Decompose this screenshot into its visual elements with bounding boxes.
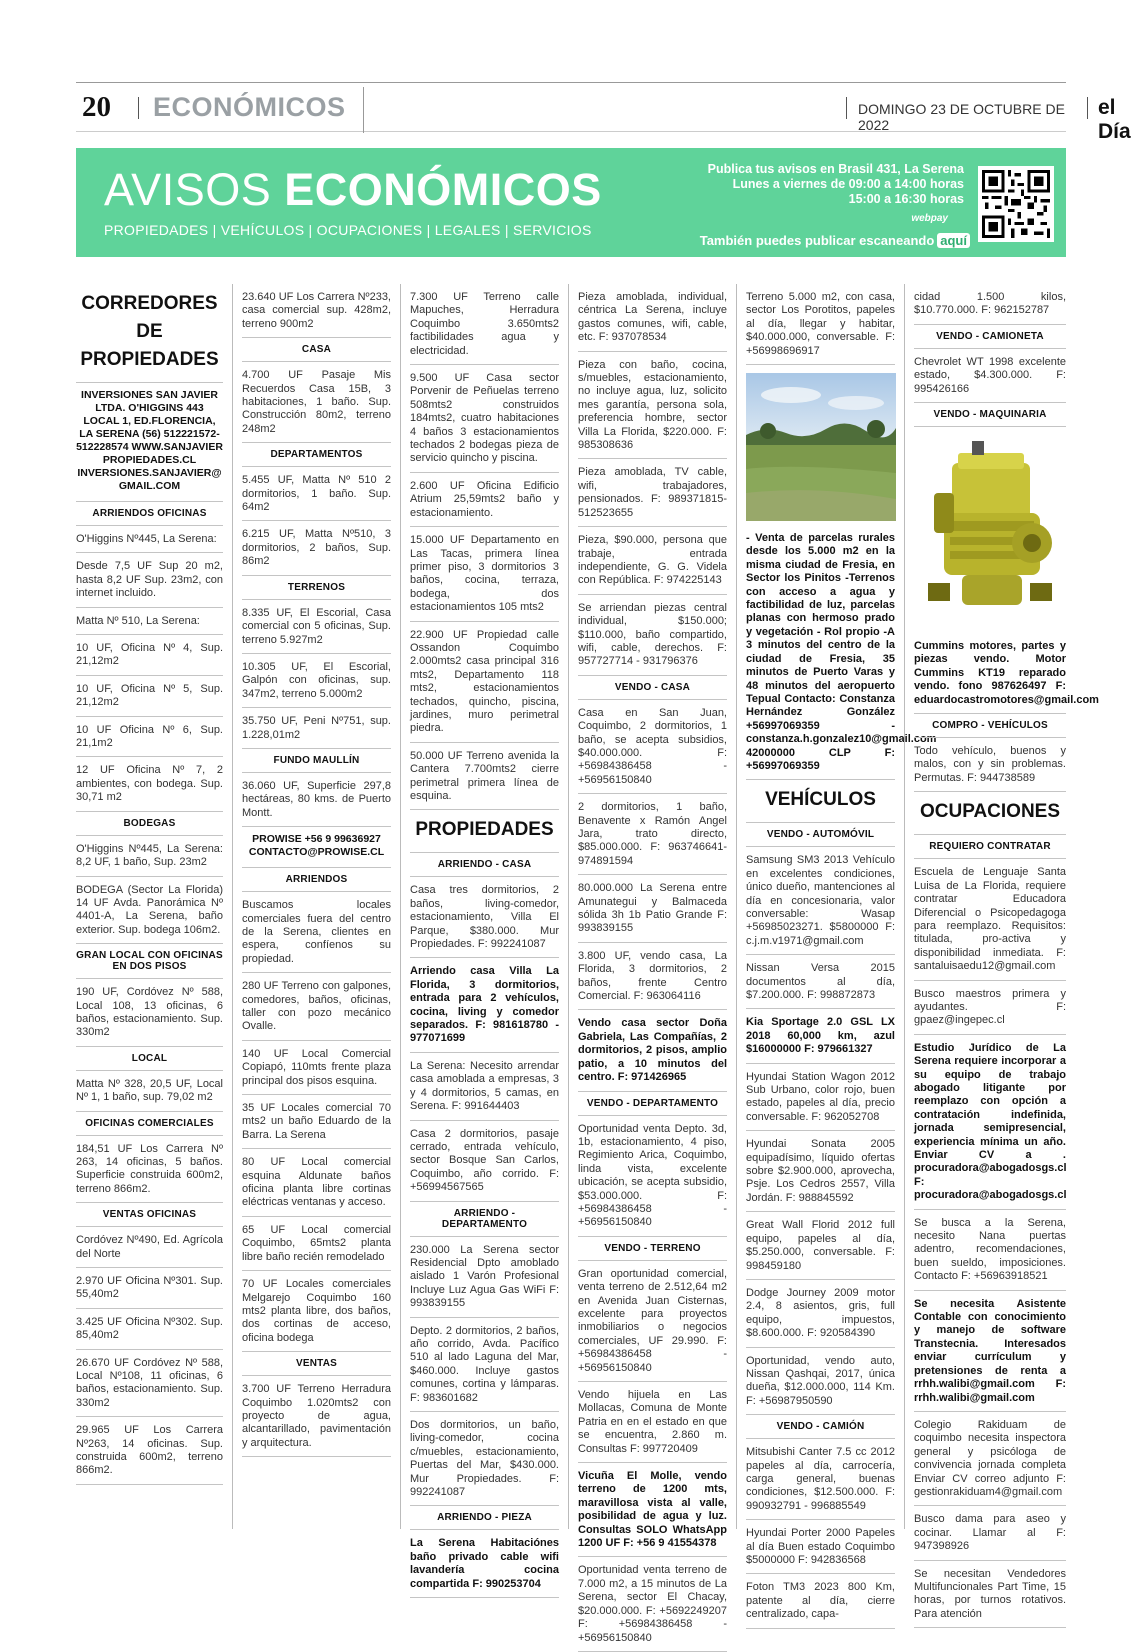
classified-ad: 10 UF, Oficina Nº 5, Sup. 21,12m2 <box>76 676 223 717</box>
classified-ad: 184,51 UF Los Carrera Nº 263, 14 oficinas, 5 baños. Superficie construida 600m2, terreno 866m2. <box>76 1136 223 1204</box>
section-subheading: TERRENOS <box>242 576 391 600</box>
section-subheading: VENDO - MAQUINARIA <box>914 403 1066 427</box>
classified-ad: Matta Nº 510, La Serena: <box>76 608 223 635</box>
section-subheading: VENDO - TERRENO <box>578 1237 727 1261</box>
broker-info: PROWISE +56 9 99636927 CONTACTO@PROWISE.CL <box>242 827 391 868</box>
classified-ad: 36.060 UF, Superficie 297,8 hectáreas, 80 kms. de Puerto Montt. <box>242 773 391 827</box>
section-subheading: GRAN LOCAL CON OFICINAS EN DOS PISOS <box>76 944 223 979</box>
classified-ad: BODEGA (Sector La Florida) 14 UF Avda. Panorámica Nº 4401-A, La Serena, baño exterior. Sup. bodega 106m2. <box>76 877 223 945</box>
section-subheading: LOCAL <box>76 1047 223 1071</box>
section-subheading: OFICINAS COMERCIALES <box>76 1112 223 1136</box>
classified-ad: 190 UF, Cordóvez Nº 588, Local 108, 13 oficinas, 6 baños, estacionamiento. Sup. 330m2 <box>76 979 223 1047</box>
classified-ad: 70 UF Locales comerciales Melgarejo Coquimbo 160 mts2 planta libre, dos baños, dos cortinas de acceso, oficina bodega <box>242 1271 391 1352</box>
classified-ad: Se arriendan piezas central individual, $150.000; $110.000, baño compartido, wifi, cable, derechos. F: 957727714 - 931796376 <box>578 595 727 676</box>
section-subheading: ARRIENDO - PIEZA <box>410 1506 559 1530</box>
section-subheading: ARRIENDOS <box>242 868 391 892</box>
classified-ad: Cordóvez Nº490, Ed. Agrícola del Norte <box>76 1227 223 1268</box>
classified-ad: Pieza, $90.000, persona que trabaje, entrada independiente, G. G. Videla con República. F: 974225143 <box>578 527 727 595</box>
classified-ad: Oportunidad venta terreno de 7.000 m2, a 15 minutos de La Serena, sector El Chacay, $20.000.000. F: +5692249207 F: +56984386458 - +56956150840 <box>578 1557 727 1651</box>
classified-ad: 230.000 La Serena sector Residencial Dpto amoblado aislado 1 Varón Profesional Incluye Luz Agua Gas WiFi F: 993839155 <box>410 1237 559 1318</box>
classified-ad: 3.700 UF Terreno Herradura Coquimbo 1.020mts2 con proyecto de agua, alcantarillado, pavimentación y arquitectura. <box>242 1376 391 1457</box>
classified-ad: 10.305 UF, El Escorial, Galpón con oficinas, sup. 347m2, terreno 5.000m2 <box>242 654 391 708</box>
scan-here-link[interactable]: aquí <box>937 233 970 248</box>
classified-ad: cidad 1.500 kilos, $10.770.000. F: 962152787 <box>914 284 1066 325</box>
classified-ad: Todo vehículo, buenos y malos, con y sin problemas. Permutas. F: 944738589 <box>914 738 1066 792</box>
column-3 <box>400 284 568 1590</box>
classified-ad: Terreno 5.000 m2, con casa, sector Los Porotitos, papeles al día, llegar y habitar, $40.000.000, conversable. F: +56998696917 <box>746 284 895 365</box>
classified-ad: Buscamos locales comerciales fuera del centro de la Serena, clientes en espera, confíenos su propiedad. <box>242 892 391 973</box>
classified-ad: O'Higgins Nº445, La Serena: 8,2 UF, 1 baño, Sup. 23m2 <box>76 836 223 877</box>
classified-ad: Casa 2 dormitorios, pasaje cerrado, entrada vehículo, sector Bosque San Carlos, Coquimbo, año corrido. F: +56994567565 <box>410 1121 559 1202</box>
section-subheading: ARRIENDO - CASA <box>410 853 559 877</box>
classified-ad: Desde 7,5 UF Sup 20 m2, hasta 8,2 UF Sup. 23m2, con internet incluido. <box>76 553 223 607</box>
newspaper-logo: el Día <box>1098 96 1131 143</box>
column-1 <box>76 284 232 1529</box>
classified-ad: 15.000 UF Departamento en Las Tacas, primera línea primer piso, 3 dormitorios 3 baños, cocina, terraza, bodega, dos estacionamientos 105 mts2 <box>410 527 559 621</box>
issue-date: DOMINGO 23 DE OCTUBRE DE 2022 <box>858 101 1065 133</box>
classified-ad: 35 UF Locales comercial 70 mts2 un baño Eduardo de la Barra. La Serena <box>242 1095 391 1149</box>
classified-ad: 10 UF Oficina Nº 6, Sup. 21,1m2 <box>76 717 223 758</box>
classified-ad: Oportunidad venta Depto. 3d, 1b, estacionamiento, 4 piso, Regimiento Arica, Coquimbo, linda vista, excelente ubicación, se acepta subsidio, $53.000.000. F: +56984386458 - +56956150840 <box>578 1116 727 1237</box>
classified-ad: 140 UF Local Comercial Copiapó, 110mts frente plaza principal dos pisos esquina. <box>242 1041 391 1095</box>
classified-ad: Pieza con baño, cocina, s/muebles, estacionamiento, no incluye agua, luz, solicito mes garantía, persona sola, preferencia hombre, sector Villa La Florida, $220.000. F: 985308636 <box>578 352 727 460</box>
classified-ad: 80.000.000 La Serena entre Amunategui y Balmaceda sólida 3h 1b Patio Grande F: 993839155 <box>578 875 727 943</box>
section-subheading: COMPRO - VEHÍCULOS <box>914 714 1066 738</box>
classified-ad: Colegio Rakiduam de coquimbo necesita inspectora general y psicóloga de convivencia jornada completa Enviar CV correo adjunto F: gestionrakiduam4@gmail.com <box>914 1412 1066 1506</box>
section-banner <box>76 148 1066 257</box>
classified-ad: Mitsubishi Canter 7.5 cc 2012 papeles al día, carrocería, carga general, buenas condiciones, $12.500.000. F: 990932791 - 996885549 <box>746 1439 895 1520</box>
classified-ad: Foton TM3 2023 800 Km, patente al día, cierre centralizado, capa- <box>746 1574 895 1628</box>
banner-title <box>104 164 602 216</box>
classified-ad: Vendo hijuela en Las Mollacas, Comuna de Monte Patria en en el estado en que se encuentra, 2.860 m. Consultas F: 997720409 <box>578 1382 727 1463</box>
classified-ad: - Venta de parcelas rurales desde los 5.000 m2 en la misma ciudad de Fresia, en Sector los Pinitos -Terrenos con acceso a agua y factibilidad de luz, parcelas planas con hermoso prado y vegetación - Rol propio -A 3 minutos del centro de la ciudad de Fresia, 35 minutos de Puerto Varas y 48 minutos del aeropuerto Tepual Contacto: Constanza Hernández González +56997069359 - constanza.h.gonzalez10@gmail.com 42000000 CLP F: +56997069359 <box>746 525 895 780</box>
section-subheading: ARRIENDO - DEPARTAMENTO <box>410 1202 559 1237</box>
classified-ad: 80 UF Local comercial esquina Aldunate baños oficina planta libre cortinas eléctricas ventanas y acceso. <box>242 1149 391 1217</box>
classified-ad: Vendo casa sector Doña Gabriela, Las Compañías, 2 dormitorios, 2 pisos, amplio patio, a 10 minutos del centro. F: 971426965 <box>578 1010 727 1091</box>
banner-info-address: Publica tus avisos en Brasil 431, La Serena <box>707 162 964 176</box>
classified-ad: Cummins motores, partes y piezas vendo. Motor Cummins KT19 reparado vendo. fono 987626497 F: eduardocastromotores@gmail.com <box>914 633 1066 714</box>
classified-ad: Depto. 2 dormitorios, 2 baños, año corrido, Avda. Pacífico 510 al lado Laguna del Mar, $460.000. Incluye gastos comunes, cortina y lámparas. F: 983601682 <box>410 1318 559 1412</box>
classified-ad: 10 UF, Oficina Nº 4, Sup. 21,12m2 <box>76 635 223 676</box>
header-divider <box>138 97 139 119</box>
classified-ad: Casa en San Juan, Coquimbo, 2 dormitorios, 1 baño, se acepta subsidios, $40.000.000. F: +56984386458 - +56956150840 <box>578 700 727 794</box>
classified-ad: Oportunidad, vendo auto, Nissan Qashqai, 2017, única dueña, $12.000.000, 114 Km. F: +56987950590 <box>746 1348 895 1416</box>
column-4 <box>568 284 736 1644</box>
scan-label: También puedes publicar escaneando <box>699 233 935 248</box>
page-header <box>76 82 1131 143</box>
banner-title-bold: ECONÓMICOS <box>284 164 602 215</box>
classified-ad: Nissan Versa 2015 documentos al día, $7.200.000. F: 998872873 <box>746 955 895 1009</box>
section-heading: PROPIEDADES <box>410 810 559 853</box>
classified-ad: 7.300 UF Terreno calle Mapuches, Herradura Coquimbo 3.650mts2 factibilidades agua y electricidad. <box>410 284 559 365</box>
column-6 <box>904 284 1099 1620</box>
classified-ad: 23.640 UF Los Carrera Nº233, casa comercial sup. 428m2, terreno 900m2 <box>242 284 391 338</box>
classified-ad: 9.500 UF Casa sector Porvenir de Peñuelas terreno 508mts2 construidos 184mts2, cuatro habitaciones 4 baños 3 estacionamientos techados 2 bodegas pieza de servicio quincho y piscina. <box>410 365 559 473</box>
classified-ad: 22.900 UF Propiedad calle Ossandon Coquimbo 2.000mts2 casa principal 316 mts2, Departamento 118 mts2, estacionamientos techados, quincho, piscina, jardines, muro perimetral piedra. <box>410 622 559 743</box>
section-heading: VEHÍCULOS <box>746 780 895 823</box>
classified-ad: O'Higgins Nº445, La Serena: <box>76 526 223 553</box>
classified-ad: Great Wall Florid 2012 full equipo, papeles al día, $5.250.000, conversable. F: 998459180 <box>746 1212 895 1280</box>
section-subheading: VENDO - AUTOMÓVIL <box>746 823 895 847</box>
section-subheading: REQUIERO CONTRATAR <box>914 835 1066 859</box>
classified-ad: Hyundai Sonata 2005 equipadísimo, líquido ofertas sobre $2.900.000, aprovecha, Psje. Los Cedros 2557, Villa Jordán. F: 988845592 <box>746 1131 895 1212</box>
broker-info: INVERSIONES SAN JAVIER LTDA. O'HIGGINS 443 LOCAL 1, ED.FLORENCIA, LA SERENA (56) 512221572-512228574 WWW.SANJAVIER PROPIEDADES.CL INVERSIONES.SANJAVIER@ GMAIL.COM <box>76 383 223 502</box>
section-title: ECONÓMICOS <box>153 92 346 122</box>
qr-code-icon[interactable] <box>978 166 1054 242</box>
section-subheading: VENDO - CASA <box>578 676 727 700</box>
classified-ad: Pieza amoblada, individual, céntrica La Serena, incluye gastos comunes, wifi, cable, etc. F: 937078534 <box>578 284 727 352</box>
classified-ad: Chevrolet WT 1998 excelente estado, $4.300.000. F: 995426166 <box>914 349 1066 403</box>
classified-ad: 65 UF Local comercial Coquimbo, 65mts2 planta libre baño recién remodelado <box>242 1217 391 1271</box>
section-subheading: DEPARTAMENTOS <box>242 443 391 467</box>
section-heading: OCUPACIONES <box>914 792 1066 835</box>
section-subheading: FUNDO MAULLÍN <box>242 749 391 773</box>
classified-ad: Samsung SM3 2013 Vehículo en excelentes condiciones, único dueño, mantenciones al día en concesionaria, valor conversable: Wasap +56985023271. $5800000 F: c.j.m.v1971@gmail.com <box>746 847 895 955</box>
classified-ad: 29.965 UF Los Carrera Nº263, 14 oficinas. Sup. construida 600m2, terreno 866m2. <box>76 1417 223 1485</box>
classified-ad: Hyundai Porter 2000 Papeles al día Buen estado Coquimbo $5000000 F: 942836568 <box>746 1520 895 1574</box>
classified-ad: 2.970 UF Oficina Nº301. Sup. 55,40m2 <box>76 1268 223 1309</box>
classified-ad: Vicuña El Molle, vendo terreno de 1200 mts, maravillosa vista al valle, posibilidad de agua y luz. Consultas SOLO WhatsApp 1200 UF F: +56 9 41554378 <box>578 1463 727 1557</box>
section-subheading: VENDO - CAMIÓN <box>746 1415 895 1439</box>
classified-ad: 280 UF Terreno con galpones, comedores, baños, oficinas, taller con pozo mecánico Ovalle. <box>242 973 391 1041</box>
classified-ad: Busco maestros primera y ayudantes. F: gpaez@ingepec.cl <box>914 981 1066 1035</box>
classified-ad: Se busca a la Serena, necesito Nana puertas adentro, recomendaciones, buen sueldo, imposiciones. Contacto F: +56963918521 <box>914 1210 1066 1291</box>
classified-ad: Escuela de Lenguaje Santa Luisa de La Florida, requiere contratar Educadora Diferencial o Psicopedagoga para reemplazo. Requisitos: titulada, pro-activa y disponibilidad inmediata. F: santaluisaedu12@gmail.com <box>914 859 1066 980</box>
page-number: 20 <box>82 91 111 123</box>
section-subheading: BODEGAS <box>76 812 223 836</box>
classified-ad: Kia Sportage 2.0 GSL LX 2018 60,000 km, azul $16000000 F: 979661327 <box>746 1009 895 1063</box>
classified-ad: 50.000 UF Terreno avenida la Cantera 7.700mts2 cierre perimetral primera línea de esquina. <box>410 743 559 811</box>
column-2 <box>232 284 400 1529</box>
banner-info-hours: Lunes a viernes de 09:00 a 14:00 horas <box>732 177 964 191</box>
header-divider <box>1087 97 1088 119</box>
section-subheading: VENTAS <box>242 1352 391 1376</box>
classified-ad: 3.800 UF, vendo casa, La Florida, 3 dormitorios, 2 baños, frente Centro Comercial. F: 963064116 <box>578 943 727 1011</box>
section-subheading: VENTAS OFICINAS <box>76 1203 223 1227</box>
scan-text <box>700 233 970 248</box>
classified-ad: 26.670 UF Cordóvez Nº 588, Local Nº108, 11 oficinas, 6 baños, estacionamiento. Sup. 330m2 <box>76 1350 223 1418</box>
classified-ad: 3.425 UF Oficina Nº302. Sup. 85,40m2 <box>76 1309 223 1350</box>
classified-ad: Dodge Journey 2009 motor 2.4, 8 asientos, gris, full equipo, impuestos, $8.600.000. F: 920584390 <box>746 1280 895 1348</box>
classified-ad: 2 dormitorios, 1 baño, Benavente x Ramón Angel Jara, trato directo, $85.000.000. F: 963746641-974891594 <box>578 794 727 875</box>
classified-ad: Gran oportunidad comercial, venta terreno de 2.512,64 m2 en Avenida Juan Cisternas, excelente para proyectos inmobiliarios o negocios comerciales, UF 29.990. F: +56984386458 - +56956150840 <box>578 1261 727 1382</box>
section-subheading: ARRIENDOS OFICINAS <box>76 502 223 526</box>
classified-ad: Pieza amoblada, TV cable, wifi, trabajadores, pensionados. F: 989371815-512523655 <box>578 459 727 527</box>
webpay-logo: webpay <box>911 213 948 224</box>
banner-title-light: AVISOS <box>104 164 285 215</box>
classified-ad: Busco dama para aseo y cocinar. Llamar al F: 947398926 <box>914 1506 1066 1560</box>
classified-ad: Estudio Jurídico de La Serena requiere incorporar a su equipo de trabajo abogado litigante por reemplazo con opción a contratación indefinida, jornada semipresencial, experiencia mínima un año. Enviar CV a . procuradora@abogadosgs.cl F: procuradora@abogadosgs.cl <box>914 1035 1066 1210</box>
classified-ad: 8.335 UF, El Escorial, Casa comercial con 5 oficinas, Sup. terreno 5.927m2 <box>242 600 391 654</box>
classified-ad: Casa tres dormitorios, 2 baños, living-comedor, estacionamiento, Villa El Parque, $380.000. Mur Propiedades. F: 992241087 <box>410 877 559 958</box>
classified-ad: La Serena: Necesito arrendar casa amoblada a empresas, 3 y 4 dormitorios, 5 camas, en Serena. F: 991644403 <box>410 1053 559 1121</box>
classified-ad: 5.455 UF, Matta Nº 510 2 dormitorios, 1 baño. Sup. 64m2 <box>242 467 391 521</box>
classified-ad: La Serena Habitaciónes baño privado cable wifi lavandería cocina compartida F: 990253704 <box>410 1530 559 1598</box>
section-heading: CORREDORES DE PROPIEDADES <box>76 284 223 383</box>
section-subheading: VENDO - DEPARTAMENTO <box>578 1092 727 1116</box>
header-divider <box>846 97 847 119</box>
banner-categories: PROPIEDADES | VEHÍCULOS | OCUPACIONES | LEGALES | SERVICIOS <box>104 222 592 238</box>
classified-ad: 6.215 UF, Matta Nº510, 3 dormitorios, 2 baños, Sup. 86m2 <box>242 521 391 575</box>
classified-ad: 12 UF Oficina Nº 7, 2 ambientes, con bodega. Sup. 30,71 m2 <box>76 757 223 811</box>
classified-ad: Hyundai Station Wagon 2012 Sub Urbano, color rojo, buen estado, papeles al día, precio conversable. F: 962052708 <box>746 1064 895 1132</box>
classified-ad: 4.700 UF Pasaje Mis Recuerdos Casa 15B, 3 habitaciones, 1 baño. Sup. Construcción 80m2, terreno 248m2 <box>242 362 391 443</box>
classified-ad: 2.600 UF Oficina Edificio Atrium 25,59mts2 baño y estacionamiento. <box>410 473 559 527</box>
banner-info-hours-2: 15:00 a 16:30 horas <box>848 192 964 206</box>
section-subheading: CASA <box>242 338 391 362</box>
banner-info <box>708 162 964 207</box>
classified-ad: Se necesitan Vendedores Multifuncionales Part Time, 15 horas, por turnos rotativos. Para atención <box>914 1561 1066 1629</box>
classified-ad: Matta Nº 328, 20,5 UF, Local Nº 1, 1 baño, sup. 79,02 m2 <box>76 1071 223 1112</box>
classified-ad: Dos dormitorios, un baño, living-comedor, cocina c/muebles, estacionamiento, Puertas del Mar, $430.000. Mur Propiedades. F: 992241087 <box>410 1412 559 1506</box>
header-divider <box>363 87 364 133</box>
column-5 <box>736 284 937 1621</box>
land-photo <box>746 373 895 521</box>
classified-ad: Se necesita Asistente Contable con conocimiento y manejo de software Transtecnia. Interesados enviar currículum y pretensiones de renta a rrhh.walibi@gmail.com F: rrhh.walibi@gmail.com <box>914 1291 1066 1412</box>
section-subheading: VENDO - CAMIONETA <box>914 325 1066 349</box>
classified-ad: Arriendo casa Villa La Florida, 3 dormitorios, entrada para 2 vehículos, cocina, living y comedor separados. F: 981618780 - 977071699 <box>410 958 559 1052</box>
classified-ad: 35.750 UF, Peni Nº751, sup. 1.228,01m2 <box>242 708 391 749</box>
engine-photo <box>914 433 1066 629</box>
